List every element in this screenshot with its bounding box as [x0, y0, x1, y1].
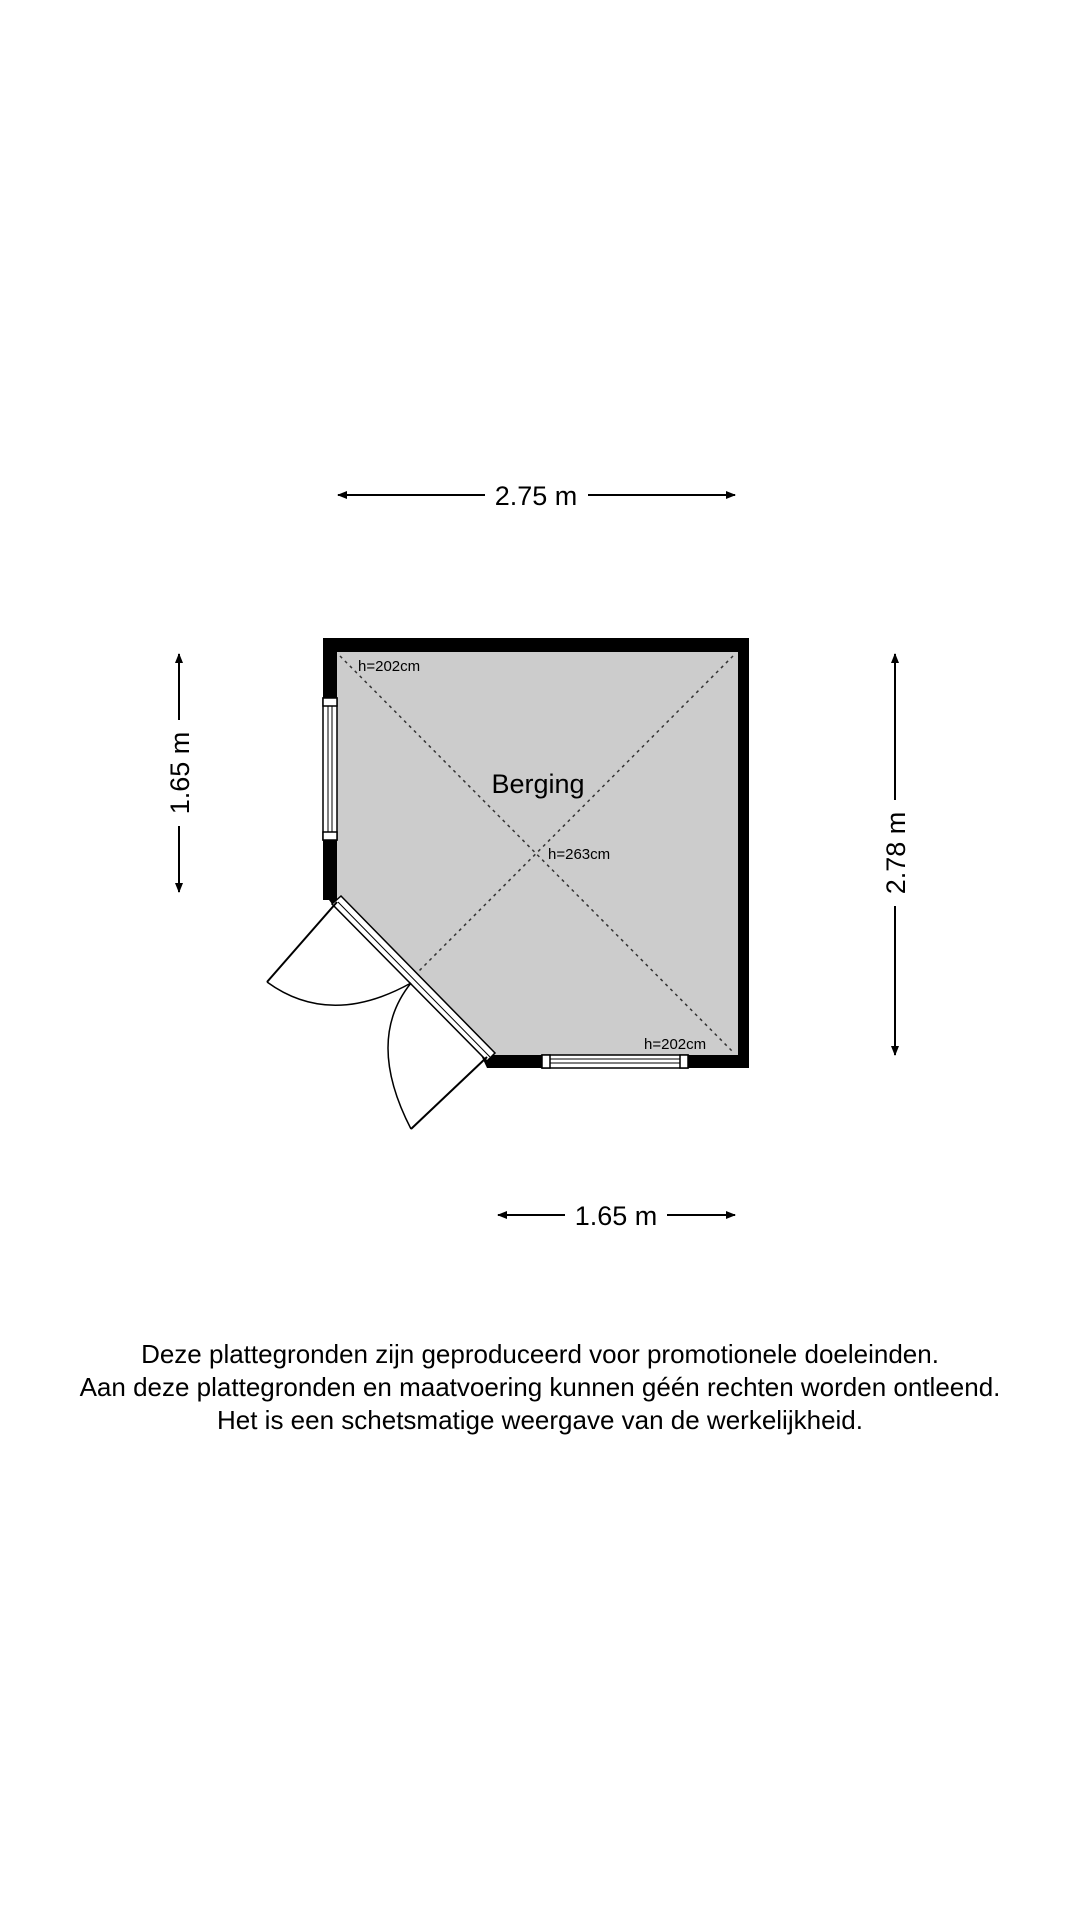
door-leaf-right: [411, 1057, 487, 1129]
dimension-bottom-label: 1.65 m: [574, 1201, 658, 1231]
window-left-jamb-top: [323, 698, 337, 706]
disclaimer-line-1: Deze plattegronden zijn geproduceerd voor promotionele doeleinden.: [141, 1339, 939, 1369]
dimension-left: [165, 654, 195, 892]
ceiling-height-top-left: h=202cm: [358, 658, 421, 675]
dimension-right-label: 2.78 m: [881, 811, 911, 895]
dimension-top-label: 2.75 m: [494, 481, 578, 511]
wall-bottom-right: [688, 1055, 749, 1068]
door-swing-arc-right: [388, 983, 411, 1129]
window-bottom-jamb-left: [542, 1055, 550, 1068]
wall-top: [323, 638, 749, 652]
window-left: [323, 698, 337, 840]
disclaimer-text: [0, 1338, 1080, 1437]
wall-bottom-left: [487, 1055, 542, 1068]
dimension-bottom: [498, 1201, 735, 1231]
ceiling-height-bottom-right: h=202cm: [644, 1036, 707, 1053]
window-left-frame: [323, 698, 337, 840]
disclaimer-line-2: Aan deze plattegronden en maatvoering kunnen géén rechten worden ontleend.: [79, 1372, 1001, 1402]
window-bottom-frame: [542, 1055, 688, 1068]
wall-right: [738, 638, 749, 1068]
window-bottom: [542, 1055, 688, 1068]
window-bottom-jamb-right: [680, 1055, 688, 1068]
wall-left-upper: [323, 638, 337, 698]
room-name-label: Berging: [491, 769, 585, 799]
room-floor: [337, 652, 738, 1055]
dimension-top: [338, 481, 735, 511]
door-leaf-left: [267, 902, 337, 982]
door-swing-arc-left: [267, 982, 411, 1005]
ceiling-height-center: h=263cm: [548, 846, 611, 863]
dimension-right: [881, 654, 911, 1055]
disclaimer-line-3: Het is een schetsmatige weergave van de werkelijkheid.: [216, 1405, 863, 1435]
dimension-left-label: 1.65 m: [165, 731, 195, 815]
wall-left-lower: [323, 840, 337, 900]
window-left-jamb-bottom: [323, 832, 337, 840]
